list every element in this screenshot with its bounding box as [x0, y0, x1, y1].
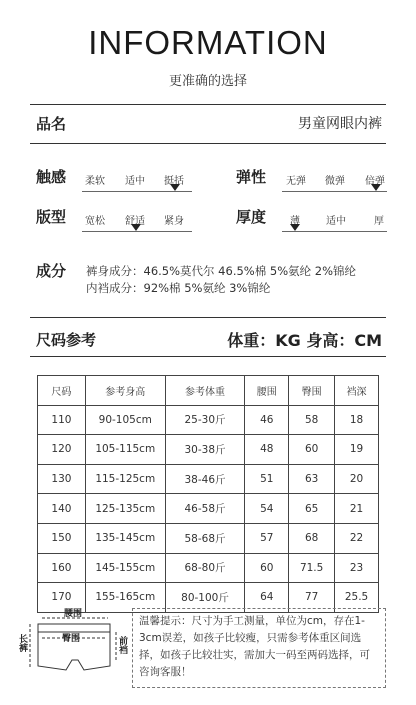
divider [30, 143, 386, 144]
table-cell: 30-38斤 [165, 435, 245, 465]
length-label: 长裤 [17, 634, 27, 652]
table-cell: 57 [245, 523, 289, 553]
table-cell: 170 [38, 583, 86, 613]
divider [30, 104, 386, 105]
size-reference-title: 尺码参考 [36, 331, 97, 349]
table-cell: 21 [335, 494, 379, 524]
table-cell: 60 [245, 553, 289, 583]
feel-option: 挺括 [164, 176, 184, 187]
column-header: 裆深 [335, 376, 379, 406]
page-title: INFORMATION [88, 24, 328, 61]
fit-option: 紧身 [164, 216, 184, 227]
table-cell: 90-105cm [85, 405, 165, 435]
table-row [38, 435, 379, 465]
table-row [38, 405, 379, 435]
table-cell: 160 [38, 553, 86, 583]
product-name-row [36, 113, 382, 133]
table-cell: 58 [289, 405, 335, 435]
feel-option: 适中 [125, 176, 145, 187]
product-name-value: 男童网眼内裤 [298, 116, 382, 132]
table-cell: 23 [335, 553, 379, 583]
table-cell: 58-68斤 [165, 523, 245, 553]
table-cell: 150 [38, 523, 86, 553]
table-cell: 71.5 [289, 553, 335, 583]
table-cell: 19 [335, 435, 379, 465]
composition-lining: 内裆成分：92%棉 5%氨纶 3%锦纶 [86, 281, 271, 295]
thickness-scale [282, 231, 387, 232]
column-header: 臀围 [289, 376, 335, 406]
size-units: 体重：KG 身高：CM [227, 331, 382, 350]
fit-label: 版型 [36, 208, 67, 226]
table-cell: 64 [245, 583, 289, 613]
table-cell: 80-100斤 [165, 583, 245, 613]
fit-option: 舒适 [125, 216, 145, 227]
thickness-label: 厚度 [236, 208, 267, 226]
composition-body: 裤身成分：46.5%莫代尔 46.5%棉 5%氨纶 2%锦纶 [86, 264, 357, 278]
table-cell: 18 [335, 405, 379, 435]
table-cell: 145-155cm [85, 553, 165, 583]
table-cell: 54 [245, 494, 289, 524]
feel-label: 触感 [36, 168, 67, 186]
column-header: 参考身高 [85, 376, 165, 406]
thickness-selected-marker [290, 224, 300, 231]
table-cell: 25-30斤 [165, 405, 245, 435]
size-table [37, 375, 379, 613]
tips-text: 温馨提示：尺寸为手工测量，单位为cm，存在1-3cm误差，如孩子比较瘦，只需参考体重区间选择，如孩子比较壮实，需加大一码至两码选择，可咨询客服！ [139, 615, 370, 678]
elasticity-option: 微弹 [325, 176, 345, 187]
composition-label: 成分 [36, 262, 67, 280]
feel-option: 柔软 [85, 176, 105, 187]
feel-selected-marker [170, 184, 180, 191]
table-row [38, 523, 379, 553]
divider [30, 356, 386, 357]
table-cell: 77 [289, 583, 335, 613]
table-cell: 38-46斤 [165, 464, 245, 494]
table-cell: 46 [245, 405, 289, 435]
product-name-label: 品名 [36, 115, 67, 133]
table-cell: 135-145cm [85, 523, 165, 553]
table-cell: 115-125cm [85, 464, 165, 494]
thickness-option: 薄 [290, 216, 300, 227]
fit-scale [82, 231, 192, 232]
table-cell: 20 [335, 464, 379, 494]
column-header: 参考体重 [165, 376, 245, 406]
hip-label: 臀围 [62, 634, 81, 644]
feel-scale [82, 191, 192, 192]
table-cell: 65 [289, 494, 335, 524]
table-cell: 110 [38, 405, 86, 435]
table-cell: 125-135cm [85, 494, 165, 524]
table-cell: 68-80斤 [165, 553, 245, 583]
tips-box [132, 608, 386, 688]
table-cell: 105-115cm [85, 435, 165, 465]
table-cell: 60 [289, 435, 335, 465]
waist-label: 腰围 [64, 609, 83, 619]
table-cell: 22 [335, 523, 379, 553]
table-cell: 25.5 [335, 583, 379, 613]
elasticity-option: 倍弹 [365, 176, 385, 187]
table-cell: 140 [38, 494, 86, 524]
table-cell: 48 [245, 435, 289, 465]
thickness-option: 厚 [374, 216, 384, 227]
thickness-option: 适中 [326, 216, 346, 227]
elasticity-scale [282, 191, 387, 192]
table-row [38, 494, 379, 524]
table-cell: 120 [38, 435, 86, 465]
elasticity-selected-marker [371, 184, 381, 191]
table-cell: 68 [289, 523, 335, 553]
table-row [38, 553, 379, 583]
column-header: 腰围 [245, 376, 289, 406]
fit-selected-marker [131, 224, 141, 231]
table-row [38, 464, 379, 494]
measurement-diagram [17, 604, 130, 694]
table-cell: 130 [38, 464, 86, 494]
front-rise-label: 前裆 [117, 636, 127, 654]
page-subtitle: 更准确的选择 [168, 74, 247, 89]
divider [30, 317, 386, 318]
table-cell: 63 [289, 464, 335, 494]
fit-option: 宽松 [85, 216, 105, 227]
table-header-row [38, 376, 379, 406]
elasticity-label: 弹性 [236, 168, 267, 186]
column-header: 尺码 [38, 376, 86, 406]
elasticity-option: 无弹 [286, 176, 306, 187]
table-cell: 155-165cm [85, 583, 165, 613]
table-cell: 46-58斤 [165, 494, 245, 524]
table-cell: 51 [245, 464, 289, 494]
